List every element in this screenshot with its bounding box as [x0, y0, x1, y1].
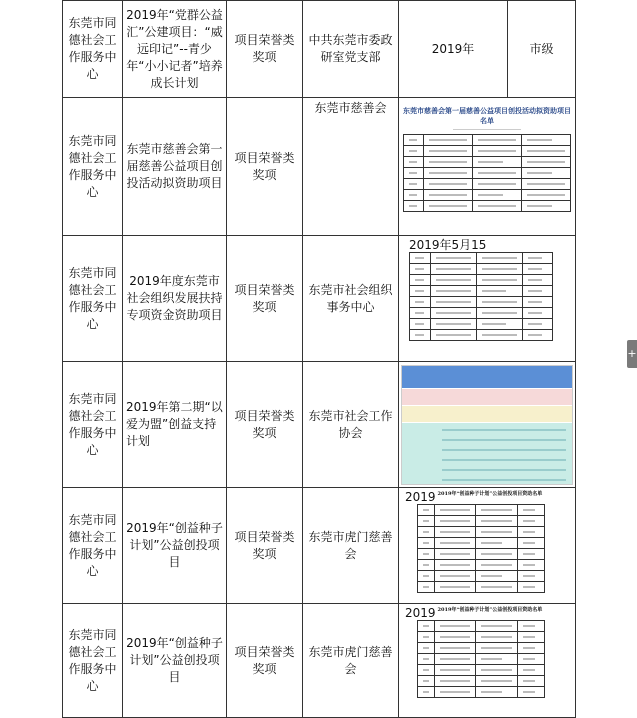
document-title: 2019年“创益种子计划”公益创投项目资助名单 [437, 607, 543, 613]
honor-cell: 项目荣誉类奖项 [227, 604, 303, 718]
issuer-cell [303, 98, 399, 236]
date-text: 2019 [405, 490, 436, 504]
mini-table [417, 504, 545, 593]
document-thumbnail [417, 504, 545, 600]
date-level-cell [399, 1, 576, 98]
org-cell: 东莞市同德社会工作服务中心 [63, 1, 123, 98]
mini-table [409, 252, 553, 341]
project-cell: 2019年“创益种子计划”公益创投项目 [123, 604, 227, 718]
org-cell: 东莞市同德社会工作服务中心 [63, 98, 123, 236]
document-thumbnail [403, 104, 571, 230]
document-title: 东莞市慈善会第一届慈善公益项目创投活动拟资助项目名单 [403, 105, 571, 125]
awards-table [62, 0, 576, 718]
honor-cell: 项目荣誉类奖项 [227, 236, 303, 362]
document-thumbnail [409, 252, 553, 356]
table-row [63, 488, 576, 604]
issuer-cell: 东莞市虎门慈善会 [303, 488, 399, 604]
document-image-cell [399, 362, 576, 488]
mini-table [417, 620, 545, 698]
org-cell: 东莞市同德社会工作服务中心 [63, 604, 123, 718]
project-cell: 2019年度东莞市社会组织发展扶持专项资金资助项目 [123, 236, 227, 362]
org-cell: 东莞市同德社会工作服务中心 [63, 236, 123, 362]
document-image-cell [399, 488, 576, 604]
date-text: 2019 [405, 606, 436, 620]
issuer-cell: 东莞市社会组织事务中心 [303, 236, 399, 362]
document-thumbnail [417, 620, 545, 712]
issuer-cell: 东莞市虎门慈善会 [303, 604, 399, 718]
document-thumbnail [401, 365, 573, 485]
honor-cell: 项目荣誉类奖项 [227, 488, 303, 604]
mini-table [403, 134, 571, 212]
honor-cell: 项目荣誉类奖项 [227, 98, 303, 236]
org-cell: 东莞市同德社会工作服务中心 [63, 362, 123, 488]
project-cell: 2019年“创益种子计划”公益创投项目 [123, 488, 227, 604]
document-image-cell [399, 604, 576, 718]
document-title: 2019年“创益种子计划”公益创投项目资助名单 [437, 491, 543, 497]
document-image-cell [399, 236, 576, 362]
honor-cell: 项目荣誉类奖项 [227, 1, 303, 98]
project-cell: 2019年第二期“以爱为盟”创益支持计划 [123, 362, 227, 488]
project-cell: 2019年“党群公益汇”公建项目：“威远印记”--青少年“小小记者”培养成长计划 [123, 1, 227, 98]
honor-cell: 项目荣誉类奖项 [227, 362, 303, 488]
issuer-cell: 东莞市社会工作协会 [303, 362, 399, 488]
table-row [63, 1, 576, 98]
issuer-cell: 中共东莞市委政研室党支部 [303, 1, 399, 98]
date-text: 2019年5月15 [409, 238, 487, 252]
date-text: 2019年 [431, 41, 475, 56]
table-row [63, 362, 576, 488]
org-cell: 东莞市同德社会工作服务中心 [63, 488, 123, 604]
level-text: 市级 [529, 41, 554, 56]
table-row [63, 604, 576, 718]
project-cell: 东莞市慈善会第一届慈善公益项目创投活动拟资助项目 [123, 98, 227, 236]
issuer-text: 东莞市慈善会 [314, 101, 387, 115]
table-row [63, 98, 576, 236]
plus-icon[interactable]: + [627, 340, 637, 368]
table-row [63, 236, 576, 362]
document-image-cell [399, 98, 576, 236]
